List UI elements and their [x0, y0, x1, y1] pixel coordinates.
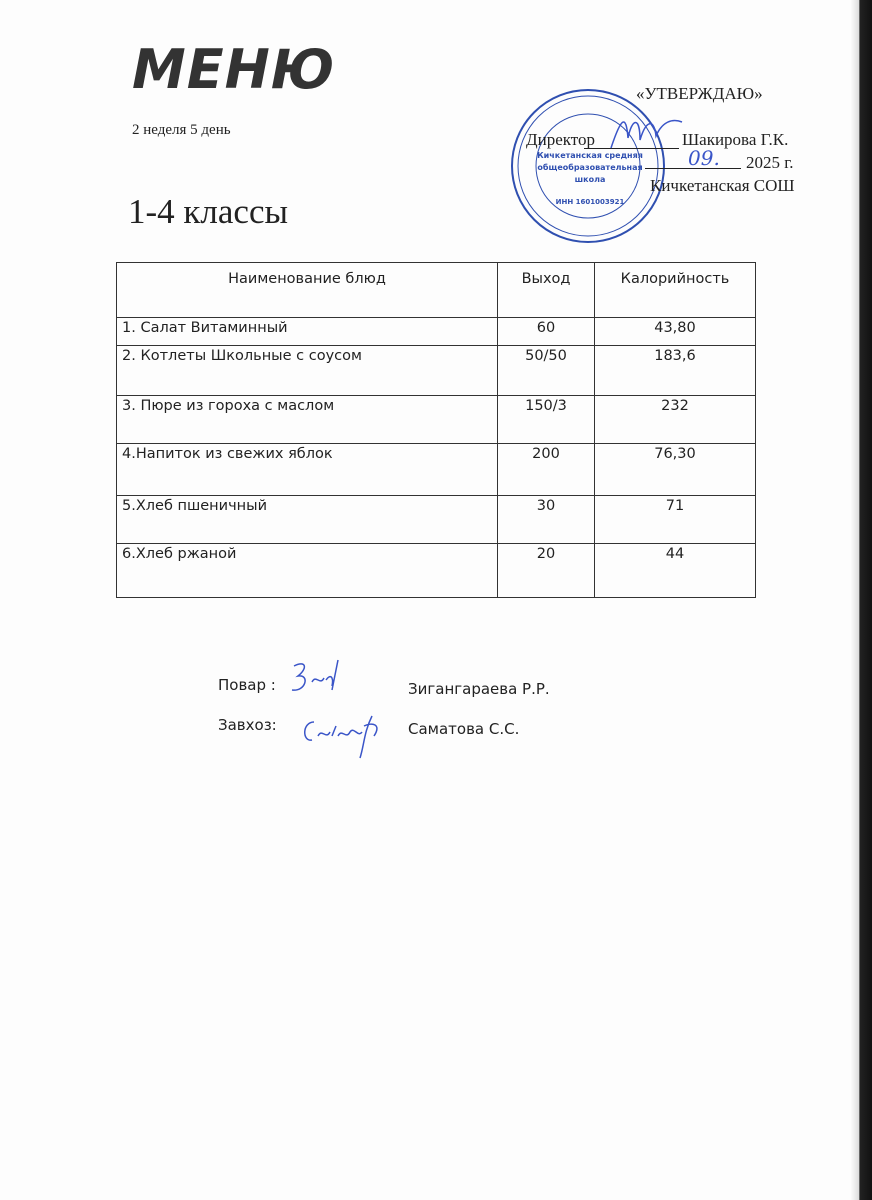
cook-signature — [286, 656, 346, 702]
dish-calories: 232 — [595, 396, 756, 444]
header-dish: Наименование блюд — [117, 263, 498, 318]
page-title: МЕНЮ — [132, 38, 336, 101]
storekeeper-signature — [298, 712, 390, 762]
stamp-line-2: общеобразовательная — [537, 163, 643, 172]
week-day: 2 неделя 5 день — [132, 122, 231, 138]
stamp-line-3: школа — [574, 175, 606, 184]
dish-calories: 183,6 — [595, 346, 756, 396]
dish-name: 4.Напиток из свежих яблок — [117, 444, 498, 496]
approve-label: «УТВЕРЖДАЮ» — [636, 84, 763, 103]
dish-name: 2. Котлеты Школьные с соусом — [117, 346, 498, 396]
dish-name: 3. Пюре из гороха с маслом — [117, 396, 498, 444]
approval-year: 2025 г. — [746, 153, 794, 172]
table-row — [117, 346, 756, 396]
dish-calories: 71 — [595, 496, 756, 544]
table-row — [117, 496, 756, 544]
storekeeper-name: Саматова С.С. — [408, 720, 520, 738]
storekeeper-label: Завхоз: — [218, 716, 277, 734]
table-header — [117, 263, 756, 318]
stamp-line-4: ИНН 1601003921 — [555, 198, 625, 206]
cook-label: Повар : — [218, 676, 276, 694]
dish-yield: 60 — [498, 318, 595, 346]
dish-yield: 150/3 — [498, 396, 595, 444]
table-row — [117, 396, 756, 444]
director-signature — [606, 108, 686, 158]
dish-calories: 76,30 — [595, 444, 756, 496]
dish-calories: 44 — [595, 544, 756, 598]
dish-name: 1. Салат Витаминный — [117, 318, 498, 346]
dish-name: 6.Хлеб ржаной — [117, 544, 498, 598]
cook-name: Зигангараева Р.Р. — [408, 680, 550, 698]
dish-yield: 200 — [498, 444, 595, 496]
director-label: Директор — [526, 130, 595, 149]
header-calories: Калорийность — [595, 263, 756, 318]
table-row — [117, 544, 756, 598]
dish-calories: 43,80 — [595, 318, 756, 346]
dish-name: 5.Хлеб пшеничный — [117, 496, 498, 544]
school-name: Кичкетанская СОШ — [650, 176, 795, 195]
dish-yield: 50/50 — [498, 346, 595, 396]
dish-yield: 20 — [498, 544, 595, 598]
classes-heading: 1-4 классы — [128, 192, 288, 231]
menu-table — [116, 262, 756, 598]
handwritten-date: 09. — [688, 146, 720, 170]
table-row — [117, 444, 756, 496]
header-yield: Выход — [498, 263, 595, 318]
dish-yield: 30 — [498, 496, 595, 544]
stamp-line-1: Кичкетанская средняя — [537, 151, 643, 160]
table-row — [117, 318, 756, 346]
scan-edge — [850, 0, 872, 1200]
director-name: Шакирова Г.К. — [682, 130, 789, 149]
